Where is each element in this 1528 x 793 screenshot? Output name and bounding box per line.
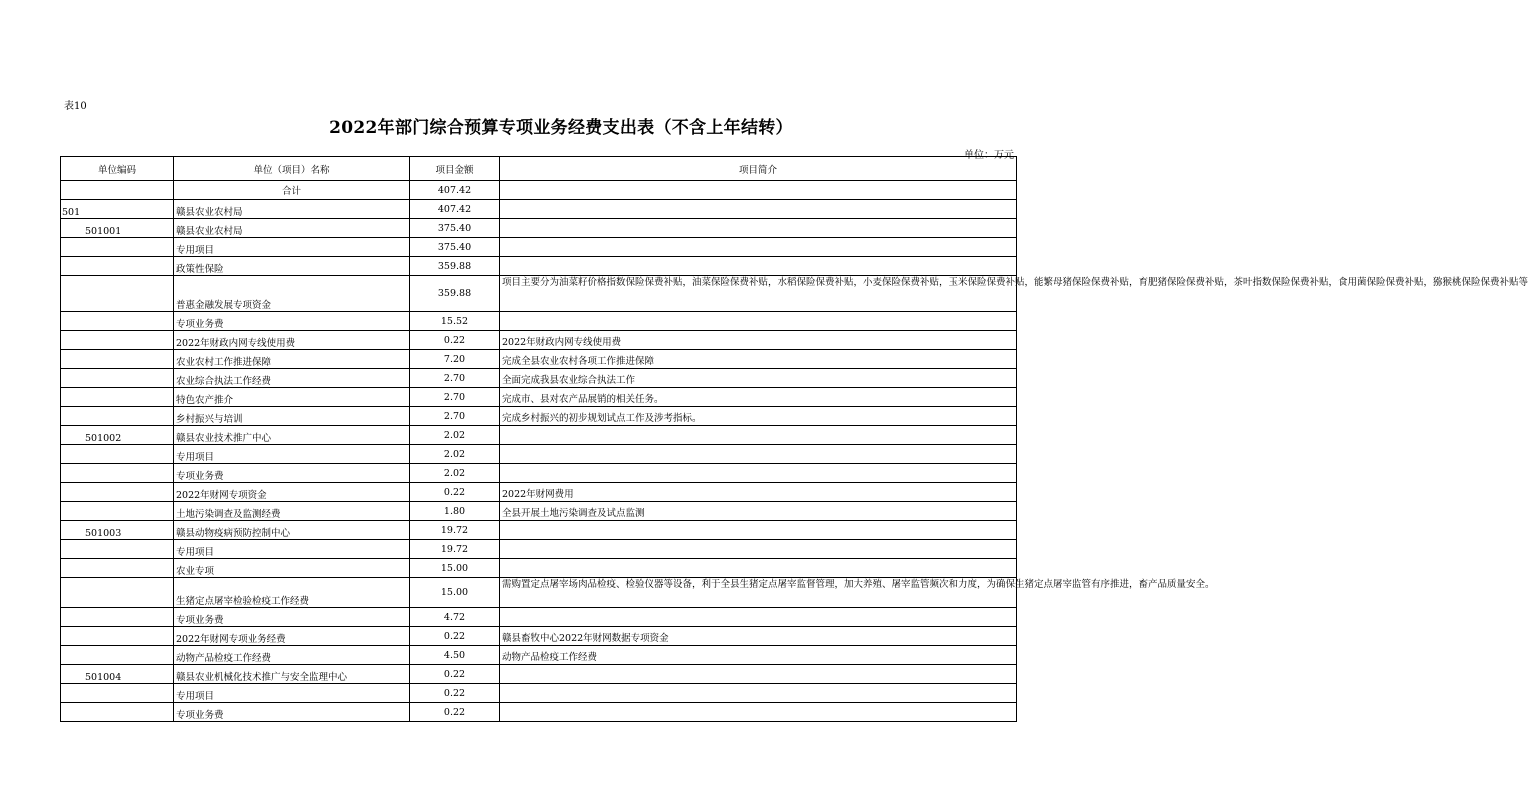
cell-code bbox=[61, 276, 174, 312]
cell-code bbox=[61, 578, 174, 608]
table-row bbox=[61, 257, 1017, 276]
cell-name: 专用项目 bbox=[174, 445, 410, 464]
table-row bbox=[61, 464, 1017, 483]
cell-amount: 359.88 bbox=[410, 257, 500, 276]
cell-intro bbox=[500, 665, 1017, 684]
table-row bbox=[61, 407, 1017, 426]
cell-amount: 15.52 bbox=[410, 312, 500, 331]
cell-intro bbox=[500, 445, 1017, 464]
cell-amount: 19.72 bbox=[410, 540, 500, 559]
header-code: 单位编码 bbox=[61, 157, 174, 181]
cell-code bbox=[61, 350, 174, 369]
header-intro: 项目简介 bbox=[500, 157, 1017, 181]
cell-amount: 359.88 bbox=[410, 276, 500, 312]
cell-intro: 全面完成我县农业综合执法工作 bbox=[500, 369, 1017, 388]
cell-amount: 19.72 bbox=[410, 521, 500, 540]
cell-code bbox=[61, 646, 174, 665]
cell-code bbox=[61, 627, 174, 646]
cell-intro: 2022年财政内网专线使用费 bbox=[500, 331, 1017, 350]
table-row bbox=[61, 703, 1017, 722]
cell-amount: 0.22 bbox=[410, 684, 500, 703]
table-row bbox=[61, 540, 1017, 559]
cell-code bbox=[61, 684, 174, 703]
cell-amount: 4.72 bbox=[410, 608, 500, 627]
table-row bbox=[61, 502, 1017, 521]
cell-name: 生猪定点屠宰检验检疫工作经费 bbox=[174, 578, 410, 608]
cell-intro bbox=[500, 426, 1017, 445]
table-row bbox=[61, 559, 1017, 578]
table-row bbox=[61, 276, 1017, 312]
cell-intro bbox=[500, 684, 1017, 703]
cell-intro bbox=[500, 559, 1017, 578]
table-row bbox=[61, 608, 1017, 627]
cell-intro bbox=[500, 200, 1017, 219]
unit-label: 单位：万元 bbox=[964, 150, 1014, 161]
cell-name: 农业综合执法工作经费 bbox=[174, 369, 410, 388]
cell-intro: 完成乡村振兴的初步规划试点工作及涉考指标。 bbox=[500, 407, 1017, 426]
table-row bbox=[61, 369, 1017, 388]
cell-intro bbox=[500, 608, 1017, 627]
cell-amount: 0.22 bbox=[410, 665, 500, 684]
cell-code bbox=[61, 559, 174, 578]
cell-name: 2022年财网专项业务经费 bbox=[174, 627, 410, 646]
table-row bbox=[61, 665, 1017, 684]
cell-intro: 赣县畜牧中心2022年财网数据专项资金 bbox=[500, 627, 1017, 646]
cell-code bbox=[61, 703, 174, 722]
cell-amount: 2.02 bbox=[410, 426, 500, 445]
cell-name: 2022年财政内网专线使用费 bbox=[174, 331, 410, 350]
cell-intro bbox=[500, 312, 1017, 331]
cell-code: 501003 bbox=[61, 521, 174, 540]
cell-amount: 2.70 bbox=[410, 407, 500, 426]
cell-code bbox=[61, 181, 174, 200]
cell-code bbox=[61, 464, 174, 483]
table-header-row bbox=[61, 157, 1017, 181]
cell-amount: 0.22 bbox=[410, 331, 500, 350]
cell-code: 501002 bbox=[61, 426, 174, 445]
cell-code bbox=[61, 483, 174, 502]
table-row bbox=[61, 578, 1017, 608]
cell-amount: 0.22 bbox=[410, 483, 500, 502]
cell-name: 赣县农业农村局 bbox=[174, 219, 410, 238]
cell-amount: 375.40 bbox=[410, 238, 500, 257]
cell-code: 501004 bbox=[61, 665, 174, 684]
cell-intro bbox=[500, 703, 1017, 722]
cell-intro bbox=[500, 257, 1017, 276]
cell-code bbox=[61, 540, 174, 559]
cell-code bbox=[61, 369, 174, 388]
expenditure-table bbox=[60, 156, 1528, 722]
cell-name: 专用项目 bbox=[174, 540, 410, 559]
cell-name: 农业农村工作推进保障 bbox=[174, 350, 410, 369]
cell-name: 普惠金融发展专项资金 bbox=[174, 276, 410, 312]
table-row bbox=[61, 238, 1017, 257]
cell-name: 专项业务费 bbox=[174, 608, 410, 627]
cell-name: 专用项目 bbox=[174, 684, 410, 703]
cell-code bbox=[61, 407, 174, 426]
cell-intro bbox=[500, 521, 1017, 540]
cell-name: 合计 bbox=[174, 181, 410, 200]
page-title: 2022年部门综合预算专项业务经费支出表（不含上年结转） bbox=[329, 118, 793, 138]
cell-amount: 15.00 bbox=[410, 578, 500, 608]
table-row bbox=[61, 445, 1017, 464]
cell-name: 赣县农业农村局 bbox=[174, 200, 410, 219]
cell-intro: 全县开展土地污染调查及试点监测 bbox=[500, 502, 1017, 521]
table-row bbox=[61, 200, 1017, 219]
cell-code: 501001 bbox=[61, 219, 174, 238]
cell-amount: 375.40 bbox=[410, 219, 500, 238]
cell-name: 专用项目 bbox=[174, 238, 410, 257]
cell-code bbox=[61, 312, 174, 331]
table-body bbox=[61, 181, 1528, 722]
cell-code bbox=[61, 608, 174, 627]
table-row bbox=[61, 350, 1017, 369]
table-row bbox=[61, 627, 1017, 646]
cell-amount: 0.22 bbox=[410, 627, 500, 646]
cell-code bbox=[61, 257, 174, 276]
cell-name: 土地污染调查及监测经费 bbox=[174, 502, 410, 521]
cell-amount: 1.80 bbox=[410, 502, 500, 521]
cell-name: 特色农产推介 bbox=[174, 388, 410, 407]
cell-code bbox=[61, 502, 174, 521]
cell-amount: 0.22 bbox=[410, 703, 500, 722]
cell-name: 2022年财网专项资金 bbox=[174, 483, 410, 502]
cell-name: 农业专项 bbox=[174, 559, 410, 578]
cell-intro bbox=[500, 464, 1017, 483]
cell-intro: 2022年财网费用 bbox=[500, 483, 1017, 502]
table-row bbox=[61, 684, 1017, 703]
table-row bbox=[61, 181, 1017, 200]
cell-code bbox=[61, 238, 174, 257]
table-row bbox=[61, 219, 1017, 238]
cell-amount: 2.70 bbox=[410, 369, 500, 388]
cell-intro: 项目主要分为油菜籽价格指数保险保费补贴，油菜保险保费补贴，水稻保险保费补贴，小麦保险保费补贴，玉米保险保费补贴，能繁母猪保险保费补贴，育肥猪保险保费补贴，茶叶指数保险保费补贴，食用菌保险保费补贴，猕猴桃保险保费补贴等 bbox=[500, 276, 1017, 312]
cell-intro: 需购置定点屠宰场肉品检疫、检验仪器等设备，利于全县生猪定点屠宰监督管理，加大养殖、屠宰监管频次和力度，为确保生猪定点屠宰监管有序推进，畜产品质量安全。 bbox=[500, 578, 1017, 608]
table-row bbox=[61, 483, 1017, 502]
cell-amount: 7.20 bbox=[410, 350, 500, 369]
table-row bbox=[61, 426, 1017, 445]
cell-name: 专项业务费 bbox=[174, 464, 410, 483]
cell-name: 赣县动物疫病预防控制中心 bbox=[174, 521, 410, 540]
cell-intro bbox=[500, 181, 1017, 200]
table-row bbox=[61, 646, 1017, 665]
cell-code bbox=[61, 388, 174, 407]
cell-amount: 2.02 bbox=[410, 445, 500, 464]
cell-amount: 2.02 bbox=[410, 464, 500, 483]
cell-intro bbox=[500, 219, 1017, 238]
cell-amount: 407.42 bbox=[410, 200, 500, 219]
table-row bbox=[61, 331, 1017, 350]
cell-code bbox=[61, 445, 174, 464]
cell-name: 专项业务费 bbox=[174, 312, 410, 331]
table-row bbox=[61, 388, 1017, 407]
table-row bbox=[61, 521, 1017, 540]
cell-amount: 15.00 bbox=[410, 559, 500, 578]
header-name: 单位（项目）名称 bbox=[174, 157, 410, 181]
table-row bbox=[61, 312, 1017, 331]
cell-name: 动物产品检疫工作经费 bbox=[174, 646, 410, 665]
cell-name: 专项业务费 bbox=[174, 703, 410, 722]
cell-intro: 完成全县农业农村各项工作推进保障 bbox=[500, 350, 1017, 369]
cell-intro: 动物产品检疫工作经费 bbox=[500, 646, 1017, 665]
cell-intro bbox=[500, 238, 1017, 257]
cell-intro bbox=[500, 540, 1017, 559]
cell-amount: 4.50 bbox=[410, 646, 500, 665]
cell-name: 政策性保险 bbox=[174, 257, 410, 276]
cell-intro: 完成市、县对农产品展销的相关任务。 bbox=[500, 388, 1017, 407]
cell-code bbox=[61, 331, 174, 350]
table-number: 表10 bbox=[64, 101, 87, 112]
cell-name: 赣县农业技术推广中心 bbox=[174, 426, 410, 445]
cell-name: 乡村振兴与培训 bbox=[174, 407, 410, 426]
cell-amount: 2.70 bbox=[410, 388, 500, 407]
cell-name: 赣县农业机械化技术推广与安全监理中心 bbox=[174, 665, 410, 684]
cell-amount: 407.42 bbox=[410, 181, 500, 200]
cell-code: 501 bbox=[61, 200, 174, 219]
header-amount: 项目金额 bbox=[410, 157, 500, 181]
